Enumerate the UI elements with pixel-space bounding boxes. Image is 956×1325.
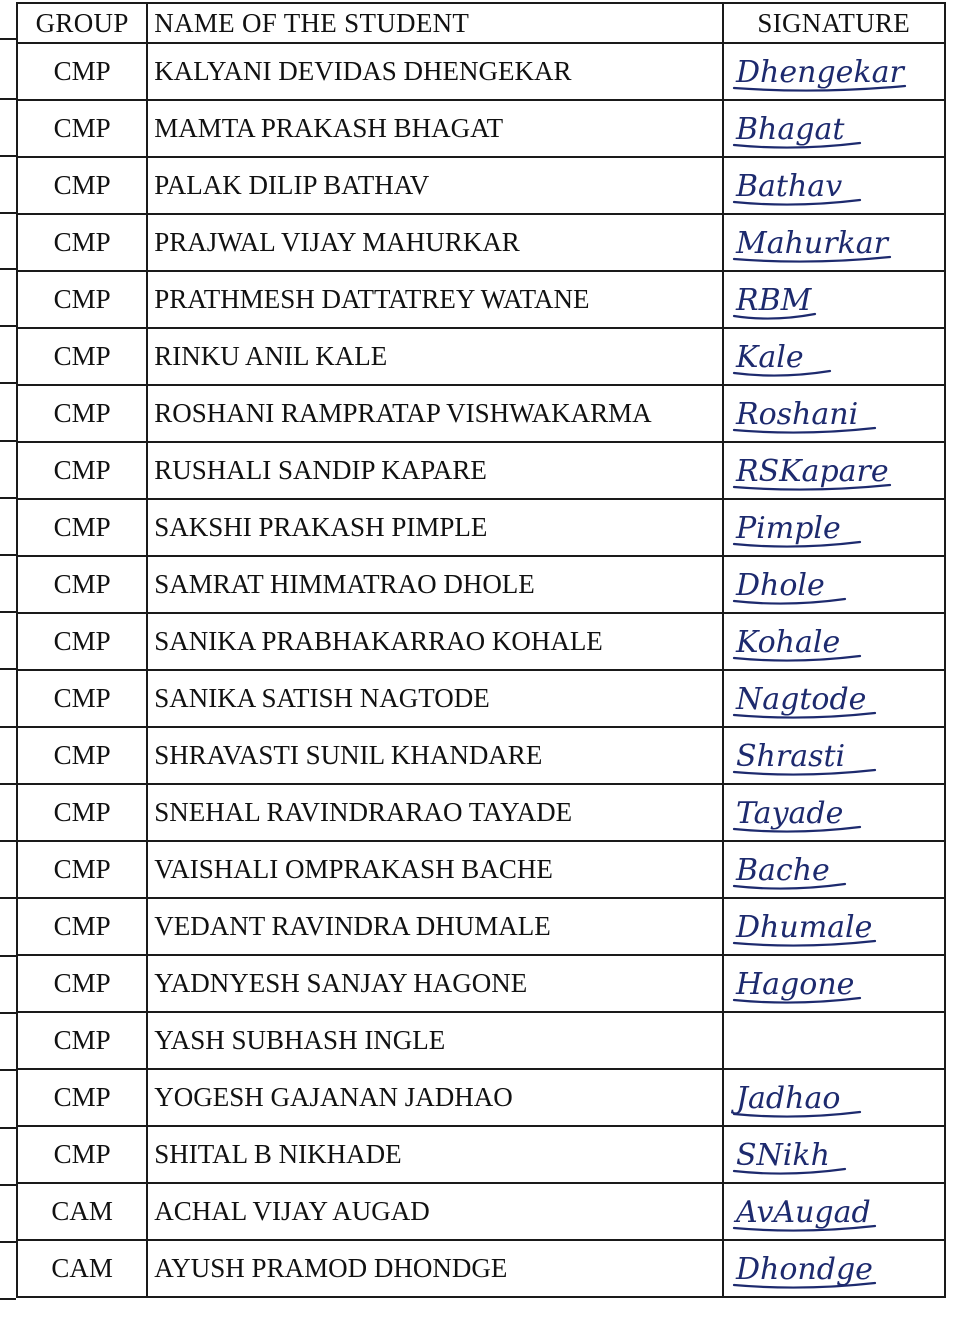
- handwritten-signature: [730, 789, 940, 837]
- signature-text: Shrasti: [735, 739, 845, 774]
- handwritten-signature: [730, 447, 940, 495]
- handwritten-signature: [730, 162, 940, 210]
- signature-cell: [723, 613, 946, 670]
- group-cell: CMP: [17, 442, 147, 499]
- table-header-row: [17, 3, 945, 43]
- group-cell: CMP: [17, 784, 147, 841]
- signature-cell: [723, 1240, 946, 1297]
- group-cell: CAM: [17, 1183, 147, 1240]
- table-row: [17, 1126, 945, 1183]
- handwritten-signature: [730, 561, 940, 609]
- group-column-header: GROUP: [17, 3, 147, 43]
- group-cell: CMP: [17, 214, 147, 271]
- signature-text: Tayade: [735, 796, 843, 831]
- group-cell: CMP: [17, 727, 147, 784]
- signature-text: Dhondge: [735, 1252, 873, 1287]
- signature-text: Bhagat: [735, 112, 844, 147]
- table-row: [17, 556, 945, 613]
- signature-text: Nagtode: [735, 682, 866, 717]
- handwritten-signature: [730, 1245, 940, 1293]
- signature-text: Dhole: [735, 568, 825, 603]
- table-row: [17, 955, 945, 1012]
- student-name-cell: RUSHALI SANDIP KAPARE: [147, 442, 722, 499]
- group-cell: CMP: [17, 43, 147, 100]
- table-row: [17, 442, 945, 499]
- group-cell: CMP: [17, 385, 147, 442]
- student-name-cell: SNEHAL RAVINDRARAO TAYADE: [147, 784, 722, 841]
- table-row: [17, 1069, 945, 1126]
- table-row: [17, 784, 945, 841]
- table-row: [17, 670, 945, 727]
- handwritten-signature: [730, 390, 940, 438]
- handwritten-signature: [730, 219, 940, 267]
- student-name-cell: YOGESH GAJANAN JADHAO: [147, 1069, 722, 1126]
- signature-cell: [723, 955, 946, 1012]
- group-cell: CMP: [17, 898, 147, 955]
- group-cell: CMP: [17, 613, 147, 670]
- signature-text: Dhumale: [735, 910, 872, 945]
- table-row: [17, 43, 945, 100]
- group-cell: CMP: [17, 271, 147, 328]
- student-name-cell: YASH SUBHASH INGLE: [147, 1012, 722, 1069]
- signature-cell: [723, 328, 946, 385]
- signature-text: RSKapare: [735, 454, 889, 489]
- handwritten-signature: [730, 276, 940, 324]
- signature-cell: [723, 1069, 946, 1126]
- group-cell: CMP: [17, 157, 147, 214]
- signature-cell: [723, 157, 946, 214]
- student-name-cell: SAKSHI PRAKASH PIMPLE: [147, 499, 722, 556]
- signature-cell: [723, 271, 946, 328]
- signature-cell: [723, 1012, 946, 1069]
- signature-text: Bathav: [735, 169, 842, 204]
- handwritten-signature: [730, 675, 940, 723]
- signature-cell: [723, 100, 946, 157]
- handwritten-signature: [730, 333, 940, 381]
- table-row: [17, 727, 945, 784]
- table-row: [17, 613, 945, 670]
- signature-text: Roshani: [735, 397, 858, 432]
- signature-cell: [723, 1126, 946, 1183]
- signature-text: Kale: [735, 340, 804, 375]
- table-row: [17, 328, 945, 385]
- student-name-cell: KALYANI DEVIDAS DHENGEKAR: [147, 43, 722, 100]
- handwritten-signature: [730, 504, 940, 552]
- signature-cell: [723, 214, 946, 271]
- name-column-header: NAME OF THE STUDENT: [147, 3, 722, 43]
- table-row: [17, 385, 945, 442]
- signature-text: RBM: [735, 283, 811, 318]
- group-cell: CMP: [17, 670, 147, 727]
- handwritten-signature: [730, 960, 940, 1008]
- table-row: [17, 1012, 945, 1069]
- student-name-cell: VAISHALI OMPRAKASH BACHE: [147, 841, 722, 898]
- signature-text: Pimple: [735, 511, 841, 546]
- group-cell: CAM: [17, 1240, 147, 1297]
- student-name-cell: ACHAL VIJAY AUGAD: [147, 1183, 722, 1240]
- group-cell: CMP: [17, 100, 147, 157]
- table-row: [17, 841, 945, 898]
- signature-cell: [723, 43, 946, 100]
- student-name-cell: PRATHMESH DATTATREY WATANE: [147, 271, 722, 328]
- student-name-cell: VEDANT RAVINDRA DHUMALE: [147, 898, 722, 955]
- signature-cell: [723, 898, 946, 955]
- group-cell: CMP: [17, 1069, 147, 1126]
- signature-cell: [723, 1183, 946, 1240]
- signature-cell: [723, 841, 946, 898]
- student-name-cell: PRAJWAL VIJAY MAHURKAR: [147, 214, 722, 271]
- signature-text: Kohale: [735, 625, 840, 660]
- signature-text: Jadhao: [735, 1081, 840, 1116]
- signature-text: AvAugad: [735, 1195, 871, 1230]
- signature-cell: [723, 727, 946, 784]
- student-name-cell: SANIKA PRABHAKARRAO KOHALE: [147, 613, 722, 670]
- left-margin-ticks: [0, 0, 16, 1325]
- student-name-cell: MAMTA PRAKASH BHAGAT: [147, 100, 722, 157]
- student-name-cell: SHRAVASTI SUNIL KHANDARE: [147, 727, 722, 784]
- handwritten-signature: [730, 618, 940, 666]
- group-cell: CMP: [17, 841, 147, 898]
- group-cell: CMP: [17, 1012, 147, 1069]
- handwritten-signature: [730, 48, 940, 96]
- signature-text: Dhengekar: [735, 55, 904, 90]
- signature-cell: [723, 385, 946, 442]
- table-row: [17, 214, 945, 271]
- signature-cell: [723, 670, 946, 727]
- handwritten-signature: [730, 903, 940, 951]
- handwritten-signature: [730, 732, 940, 780]
- table-row: [17, 898, 945, 955]
- signature-cell: [723, 784, 946, 841]
- table-row: [17, 271, 945, 328]
- student-name-cell: SANIKA SATISH NAGTODE: [147, 670, 722, 727]
- signature-text: Hagone: [735, 967, 854, 1002]
- student-name-cell: AYUSH PRAMOD DHONDGE: [147, 1240, 722, 1297]
- table-row: [17, 100, 945, 157]
- group-cell: CMP: [17, 328, 147, 385]
- group-cell: CMP: [17, 499, 147, 556]
- group-cell: CMP: [17, 955, 147, 1012]
- student-name-cell: PALAK DILIP BATHAV: [147, 157, 722, 214]
- handwritten-signature: [730, 846, 940, 894]
- table-row: [17, 1240, 945, 1297]
- signature-text: Bache: [735, 853, 830, 888]
- student-name-cell: SAMRAT HIMMATRAO DHOLE: [147, 556, 722, 613]
- signature-text: SNikh: [735, 1138, 830, 1173]
- signature-cell: [723, 499, 946, 556]
- handwritten-signature: [730, 1131, 940, 1179]
- signature-text: Mahurkar: [735, 226, 888, 261]
- group-cell: CMP: [17, 1126, 147, 1183]
- handwritten-signature: [730, 1188, 940, 1236]
- student-name-cell: RINKU ANIL KALE: [147, 328, 722, 385]
- signature-column-header: SIGNATURE: [723, 3, 946, 43]
- table-row: [17, 157, 945, 214]
- table-row: [17, 1183, 945, 1240]
- table-row: [17, 499, 945, 556]
- student-name-cell: ROSHANI RAMPRATAP VISHWAKARMA: [147, 385, 722, 442]
- signature-cell: [723, 556, 946, 613]
- handwritten-signature: [730, 1074, 940, 1122]
- signature-cell: [723, 442, 946, 499]
- student-signature-table: [16, 2, 946, 1298]
- group-cell: CMP: [17, 556, 147, 613]
- student-name-cell: YADNYESH SANJAY HAGONE: [147, 955, 722, 1012]
- handwritten-signature: [730, 105, 940, 153]
- student-name-cell: SHITAL B NIKHADE: [147, 1126, 722, 1183]
